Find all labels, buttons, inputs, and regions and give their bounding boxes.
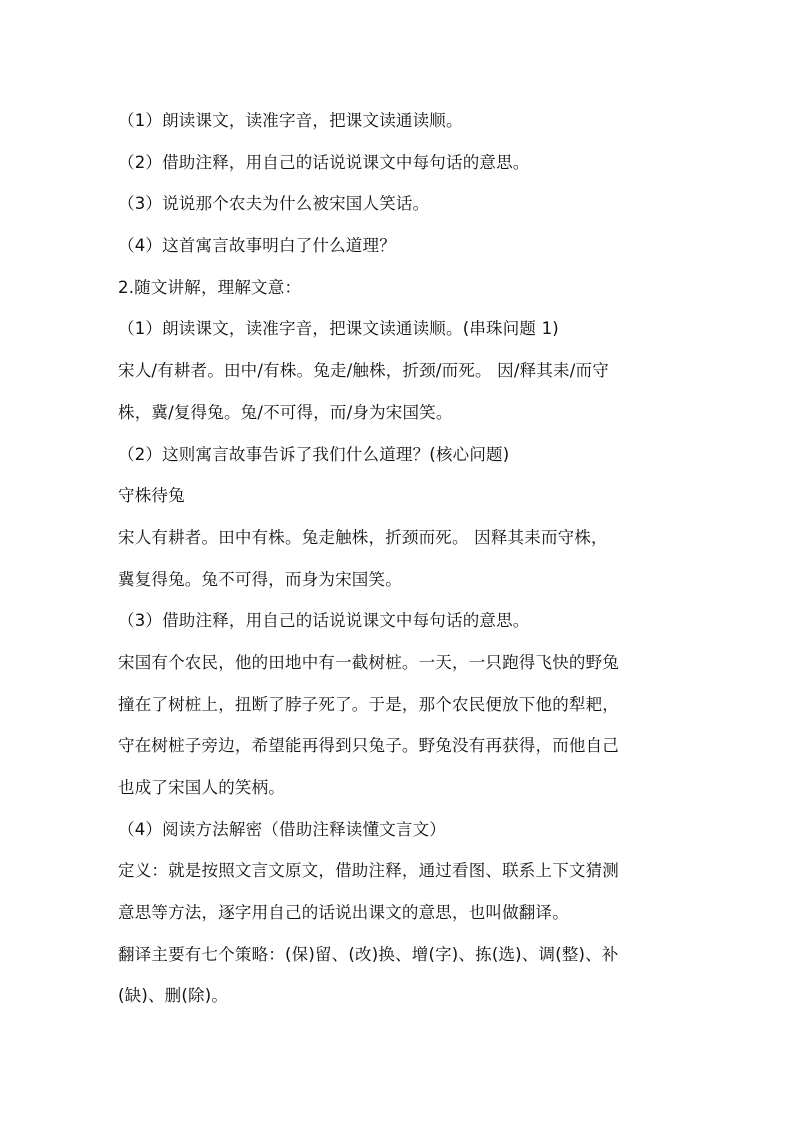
text-line: 撞在了树桩上，扭断了脖子死了。于是，那个农民便放下他的犁耙， xyxy=(118,694,619,714)
text-line: 翻译主要有七个策略：(保)留、(改)换、增(字)、拣(选)、调(整)、补 xyxy=(118,944,619,964)
text-line: 株，冀/复得兔。兔/不可得，而/身为宋国笑。 xyxy=(118,402,453,422)
text-line: 守在树桩子旁边，希望能再得到只兔子。野兔没有再获得，而他自己 xyxy=(118,736,619,756)
text-line: 宋人/有耕者。田中/有株。兔走/触株，折颈/而死。 因/释其耒/而守 xyxy=(118,361,609,381)
text-line: 冀复得兔。兔不可得，而身为宋国笑。 xyxy=(118,569,402,589)
text-line: （2）借助注释，用自己的话说说课文中每句话的意思。 xyxy=(118,152,530,172)
text-line: 也成了宋国人的笑柄。 xyxy=(118,778,285,797)
text-line: 定义：就是按照文言文原文，借助注释，通过看图、联系上下文猜测 xyxy=(118,861,619,881)
text-line: （3）借助注释，用自己的话说说课文中每句话的意思。 xyxy=(118,611,530,631)
text-line: (缺)、删(除)。 xyxy=(118,986,229,1006)
text-line: 宋国有个农民，他的田地中有一截树桩。一天，一只跑得飞快的野兔 xyxy=(118,652,619,672)
text-line: （4）阅读方法解密（借助注释读懂文言文） xyxy=(118,819,446,839)
document-body xyxy=(118,100,688,1017)
section-heading: 2.随文讲解，理解文意： xyxy=(118,277,302,297)
text-line: （2）这则寓言故事告诉了我们什么道理？(核心问题) xyxy=(118,444,510,464)
text-line: 意思等方法，逐字用自己的话说出课文的意思，也叫做翻译。 xyxy=(118,903,569,923)
text-line: 守株待兔 xyxy=(118,486,185,506)
text-line: （4）这首寓言故事明白了什么道理？ xyxy=(118,236,396,256)
text-line: （1）朗读课文，读准字音，把课文读通读顺。 xyxy=(118,111,463,130)
text-line: 宋人有耕者。田中有株。兔走触株，折颈而死。 因释其耒而守株， xyxy=(118,527,608,547)
text-line: （1）朗读课文，读准字音，把课文读通读顺。(串珠问题 1) xyxy=(118,319,559,339)
text-line: （3）说说那个农夫为什么被宋国人笑话。 xyxy=(118,194,430,214)
